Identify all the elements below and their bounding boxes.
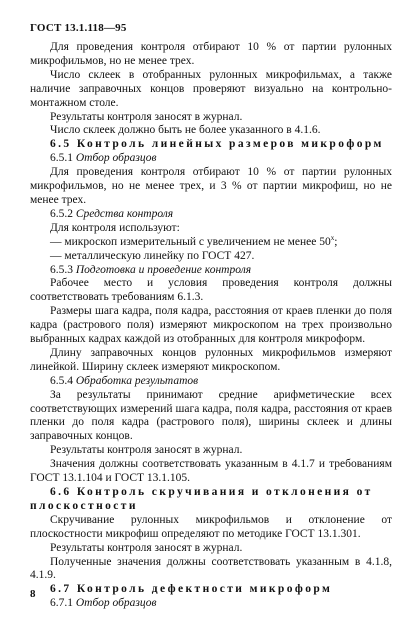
paragraph: Число склеек должно быть не более указанного в 4.1.6. bbox=[50, 124, 321, 137]
subsection-number: 6.5.2 bbox=[50, 207, 73, 220]
subsection-6-5-3 bbox=[30, 264, 392, 278]
paragraph: Для проведения контроля отбирают 10 % от партии рулонных микрофильмов, но не менее трех. bbox=[30, 41, 392, 67]
list-item-text: — микроскоп измерительный с увеличением не менее 50 bbox=[50, 235, 331, 248]
section-heading-6-7: 6.7 Контроль дефектности микроформ bbox=[50, 583, 333, 596]
section-heading-6-6: 6.6 Контроль скручивания и отклонения от плоскостности bbox=[30, 486, 373, 512]
paragraph: Размеры шага кадра, поля кадра, расстояния от краев пленки до поля кадра (растрового поля) измеряют микроскопом на трех произвольно выбранных кадрах каждой из отобранных для контроля микроформ. bbox=[30, 305, 392, 346]
section-heading-6-5: 6.5 Контроль линейных размеров микроформ bbox=[50, 138, 384, 151]
paragraph: Для проведения контроля отбирают 10 % от партии рулонных микрофильмов, но не менее трех, и 3 % от партии микрофиш, но не менее трех. bbox=[30, 166, 392, 206]
paragraph: Скручивание рулонных микрофильмов и отклонение от плоскостности микрофиш определяют по методике ГОСТ 13.1.301. bbox=[30, 513, 392, 540]
paragraph: Результаты контроля заносят в журнал. bbox=[50, 444, 243, 457]
subsection-title: Средства контроля bbox=[75, 207, 174, 220]
list-item: — металлическую линейку по ГОСТ 427. bbox=[50, 249, 255, 262]
superscript: x bbox=[330, 233, 335, 242]
subsection-6-5-2 bbox=[30, 208, 392, 222]
page-number: 8 bbox=[30, 588, 36, 600]
paragraph: Полученные значения должны соответствовать указанным в 4.1.8, 4.1.9. bbox=[30, 555, 392, 582]
subsection-6-7-1 bbox=[30, 597, 392, 611]
list-item-end: ; bbox=[334, 235, 338, 248]
subsection-number: 6.5.1 bbox=[50, 152, 73, 165]
subsection-number: 6.7.1 bbox=[50, 597, 73, 610]
subsection-number: 6.5.4 bbox=[50, 374, 73, 387]
list-item bbox=[30, 233, 392, 250]
paragraph: Результаты контроля заносят в журнал. bbox=[50, 541, 243, 554]
subsection-number: 6.5.3 bbox=[50, 263, 73, 276]
paragraph: Для контроля используют: bbox=[50, 221, 180, 234]
paragraph: Значения должны соответствовать указанным в 4.1.7 и требованиям ГОСТ 13.1.104 и ГОСТ 13.1.105. bbox=[30, 458, 392, 485]
subsection-title: Отбор образцов bbox=[75, 597, 157, 610]
subsection-6-5-4 bbox=[30, 375, 392, 389]
paragraph: Результаты контроля заносят в журнал. bbox=[50, 110, 243, 123]
document-body bbox=[30, 41, 392, 611]
subsection-title: Подготовка и проведение контроля bbox=[75, 263, 252, 276]
paragraph: Рабочее место и условия проведения контроля должны соответствовать требованиям 6.1.3. bbox=[30, 277, 392, 304]
subsection-title: Обработка результатов bbox=[75, 374, 199, 387]
document-header: ГОСТ 13.1.118—95 bbox=[30, 22, 127, 34]
paragraph: Длину заправочных концов рулонных микрофильмов измеряют линейкой. Ширину склеек измеряют микроскопом. bbox=[30, 346, 392, 373]
subsection-6-5-1 bbox=[30, 152, 392, 166]
paragraph: Число склеек в отобранных рулонных микрофильмах, а также наличие заправочных концов проверяют визуально на контрольно-монтажном столе. bbox=[30, 68, 392, 109]
subsection-title: Отбор образцов bbox=[75, 152, 157, 165]
paragraph: За результаты принимают средние арифметические всех соответствующих измерений шага кадра, поля кадра, расстояния от краев пленки до поля кадра (растрового поля), ширины склеек и длины заправочных концов. bbox=[30, 388, 392, 443]
